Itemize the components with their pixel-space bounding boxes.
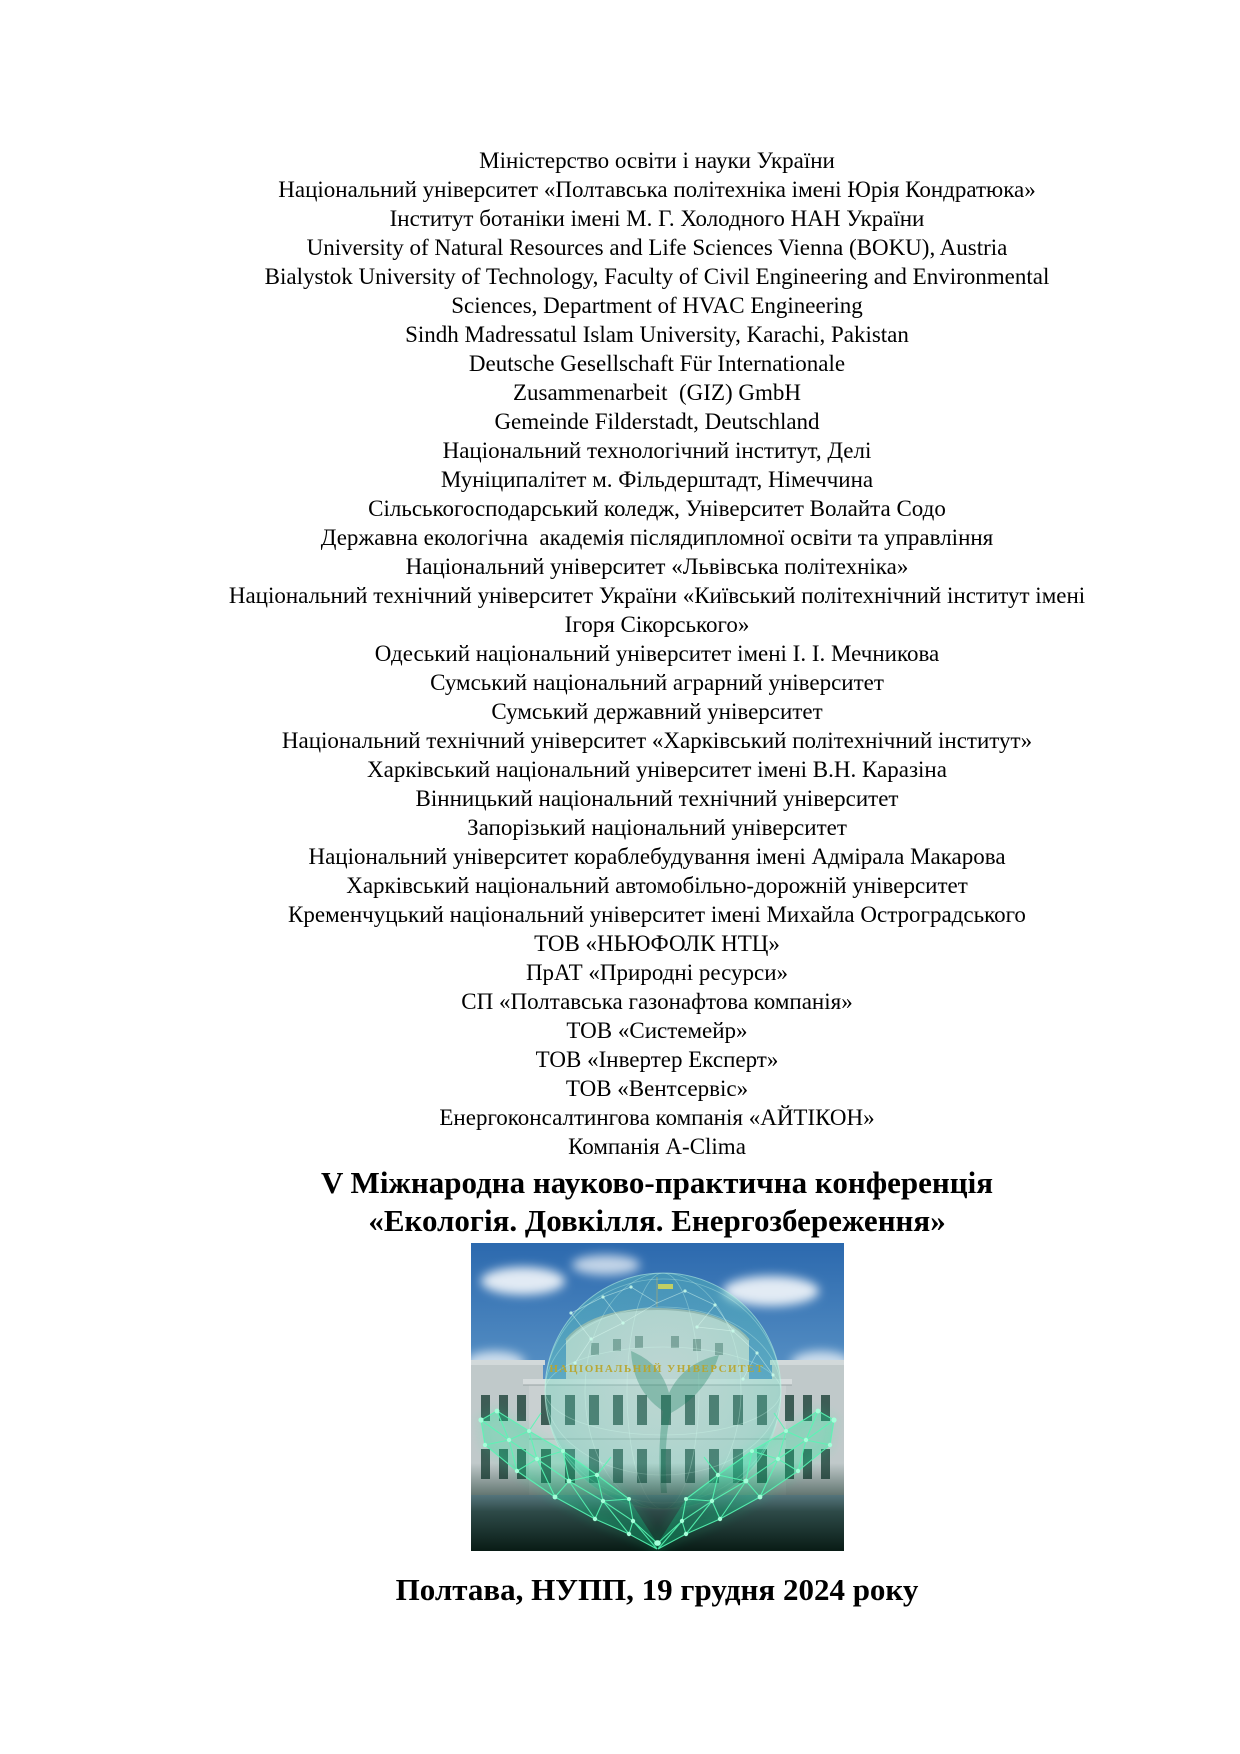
org-line: Кременчуцький національний університет імені Михайла Остроградського (288, 902, 1026, 927)
org-line: ТОВ «Вентсервіс» (565, 1076, 749, 1101)
org-line: Вінницький національний технічний університет (415, 786, 899, 811)
org-line: Національний університет «Полтавська політехніка імені Юрія Кондратюка» (278, 177, 1036, 202)
org-line: Національний університет кораблебудування імені Адмірала Макарова (308, 844, 1006, 869)
org-line: Національний технічний університет «Харківський політехнічний інститут» (281, 728, 1033, 753)
org-line: Ігоря Сікорського» (564, 612, 750, 637)
org-line: Одеський національний університет імені І. І. Мечникова (374, 641, 940, 666)
org-line: СП «Полтавська газонафтова компанія» (461, 989, 853, 1014)
conference-emblem-image (471, 1243, 844, 1551)
org-line: Муніципалітет м. Фільдерштадт, Німеччина (440, 467, 874, 492)
org-line: Державна екологічна академія післядипломної освіти та управління (320, 525, 994, 550)
org-line: University of Natural Resources and Life Sciences Vienna (BOKU), Austria (306, 235, 1008, 260)
org-line: ТОВ «НЬЮФОЛК НТЦ» (534, 931, 780, 956)
org-line: Sciences, Department of HVAC Engineering (451, 293, 863, 318)
org-line: Харківський національний університет імені В.Н. Каразіна (367, 757, 947, 782)
org-line: Національний технологічний інститут, Делі (442, 438, 872, 463)
org-line: Інститут ботаніки імені М. Г. Холодного НАН України (389, 206, 925, 231)
org-line: Національний технічний університет України «Київський політехнічний інститут імені (228, 583, 1086, 608)
org-line: Bialystok University of Technology, Faculty of Civil Engineering and Environmental (264, 264, 1050, 289)
org-line: Енергоконсалтингова компанія «АЙТІКОН» (439, 1105, 875, 1130)
org-line: Сумський державний університет (491, 699, 823, 724)
org-line: Компанія A-Clima (568, 1134, 746, 1159)
org-line: Міністерство освіти і науки України (479, 148, 835, 173)
conference-title-line1: V Міжнародна науково-практична конференція (320, 1165, 994, 1200)
org-line: Gemeinde Filderstadt, Deutschland (494, 409, 820, 434)
org-line: ТОВ «Системейр» (566, 1018, 748, 1043)
org-line: Харківський національний автомобільно-дорожній університет (346, 873, 968, 898)
building-sign-text: НАЦІОНАЛЬНИЙ УНІВЕРСИТЕТ (548, 1363, 765, 1375)
org-line: ПрАТ «Природні ресурси» (525, 960, 789, 985)
org-line: Deutsche Gesellschaft Für Internationale (468, 351, 846, 376)
org-line: Сільськогосподарський коледж, Університет Волайта Содо (368, 496, 946, 521)
org-line: ТОВ «Інвертер Експерт» (535, 1047, 779, 1072)
org-line: Запорізький національний університет (467, 815, 847, 840)
org-line: Sindh Madressatul Islam University, Karachi, Pakistan (405, 322, 909, 347)
title-page-content (74, 0, 1240, 1609)
conference-title (74, 1164, 1240, 1240)
org-line: Zusammenarbeit (GIZ) GmbH (512, 380, 802, 405)
footer-date: Полтава, НУПП, 19 грудня 2024 року (395, 1572, 919, 1607)
conference-title-line2: «Екологія. Довкілля. Енергозбереження» (368, 1203, 946, 1238)
org-line: Сумський національний аграрний університет (430, 670, 884, 695)
org-line: Національний університет «Львівська політехніка» (405, 554, 909, 579)
